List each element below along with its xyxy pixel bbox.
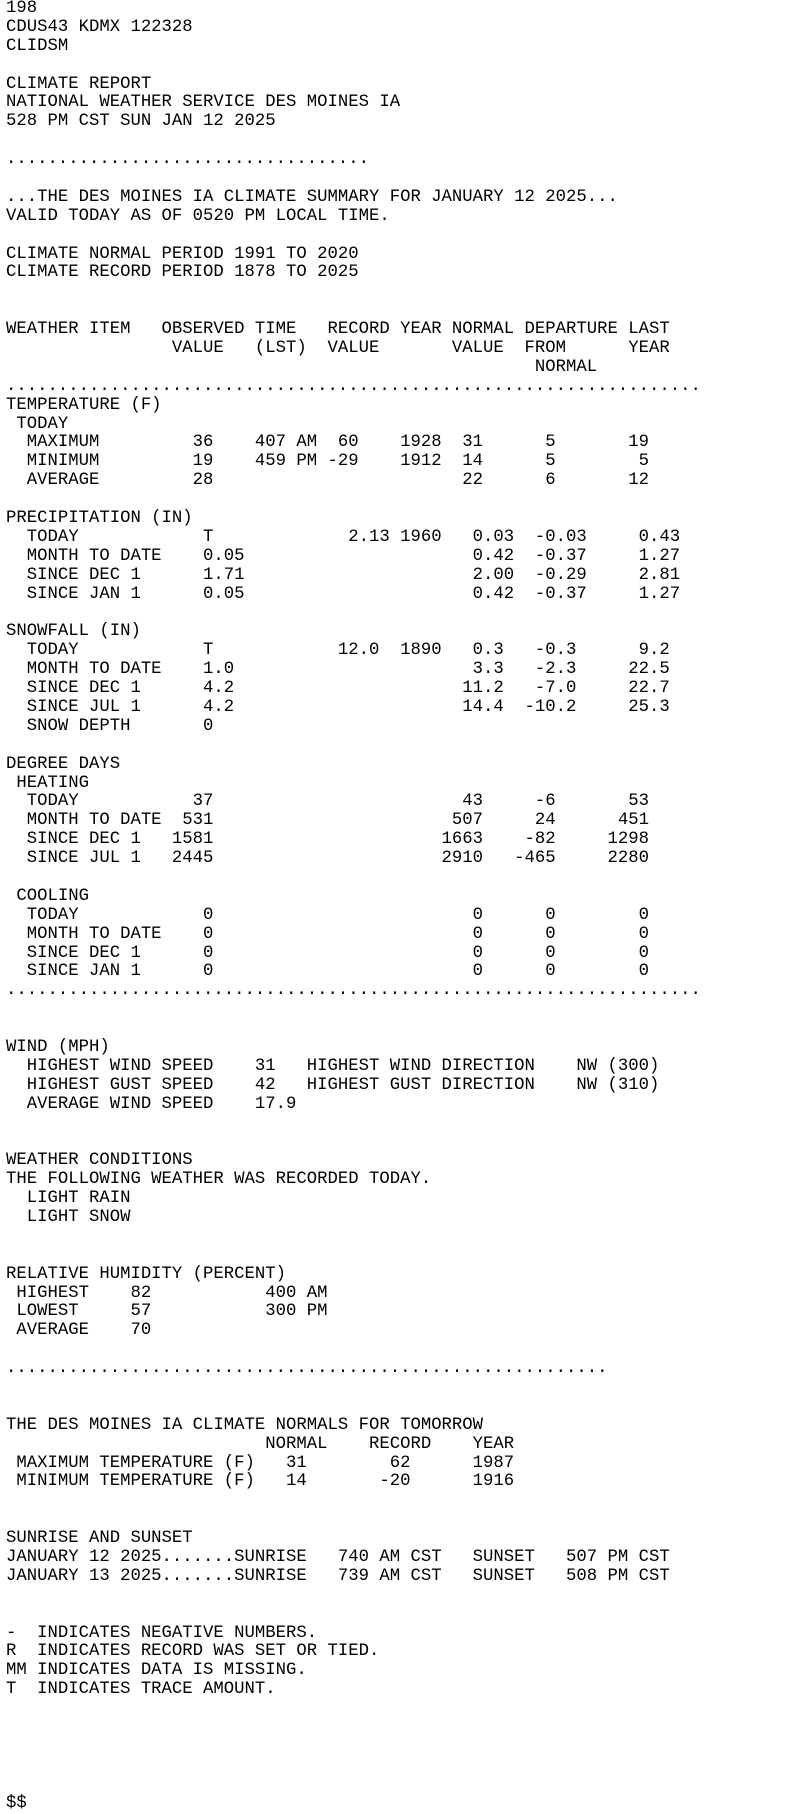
report-line xyxy=(6,1492,810,1511)
report-line: TODAY 0 0 0 0 xyxy=(6,905,649,925)
report-line: .......................................................... xyxy=(6,1359,608,1379)
report-line: TODAY T 2.13 1960 0.03 -0.03 0.43 xyxy=(6,527,681,547)
report-line: MAXIMUM TEMPERATURE (F) 31 62 1987 xyxy=(6,1453,515,1473)
report-line: T INDICATES TRACE AMOUNT. xyxy=(6,1680,276,1700)
report-line: SINCE DEC 1 0 0 0 0 xyxy=(6,943,649,963)
report-line: AVERAGE 28 22 6 12 xyxy=(6,471,649,491)
report-line: JANUARY 12 2025.......SUNRISE 740 AM CST SUNSET 507 PM CST xyxy=(6,1548,670,1568)
report-line: CLIMATE NORMAL PERIOD 1991 TO 2020 xyxy=(6,244,359,264)
report-line: MINIMUM TEMPERATURE (F) 14 -20 1916 xyxy=(6,1472,515,1492)
report-line: THE FOLLOWING WEATHER WAS RECORDED TODAY. xyxy=(6,1170,432,1190)
report-line xyxy=(6,170,810,189)
report-line: JANUARY 13 2025.......SUNRISE 739 AM CST SUNSET 508 PM CST xyxy=(6,1566,670,1586)
report-line xyxy=(6,737,810,756)
report-line: SNOWFALL (IN) xyxy=(6,622,141,642)
report-line: DEGREE DAYS xyxy=(6,754,121,774)
report-line xyxy=(6,1776,810,1795)
report-line xyxy=(6,57,810,76)
report-line xyxy=(6,302,810,321)
report-line: WEATHER CONDITIONS xyxy=(6,1151,193,1171)
report-line: RELATIVE HUMIDITY (PERCENT) xyxy=(6,1264,287,1284)
report-line xyxy=(6,1719,810,1738)
report-line: SINCE JUL 1 4.2 14.4 -10.2 25.3 xyxy=(6,697,670,717)
report-line: MONTH TO DATE 0 0 0 0 xyxy=(6,924,649,944)
report-line xyxy=(6,1341,810,1360)
report-line: VALUE (LST) VALUE VALUE FROM YEAR xyxy=(6,339,670,359)
report-line: VALID TODAY AS OF 0520 PM LOCAL TIME. xyxy=(6,206,390,226)
report-line: TODAY 37 43 -6 53 xyxy=(6,792,649,812)
report-line xyxy=(6,1379,810,1398)
report-line: SNOW DEPTH 0 xyxy=(6,716,214,736)
report-line: $$ xyxy=(6,1793,27,1813)
report-line xyxy=(6,1757,810,1776)
report-line: HIGHEST 82 400 AM xyxy=(6,1283,328,1303)
report-line: - INDICATES NEGATIVE NUMBERS. xyxy=(6,1623,318,1643)
report-line: CLIMATE REPORT xyxy=(6,74,152,94)
report-line xyxy=(6,1228,810,1247)
report-line xyxy=(6,605,810,624)
report-line: 198 xyxy=(6,0,38,18)
report-line: 528 PM CST SUN JAN 12 2025 xyxy=(6,112,276,132)
report-line xyxy=(6,1700,810,1719)
report-line xyxy=(6,227,810,246)
report-line: TEMPERATURE (F) xyxy=(6,395,162,415)
report-line: SINCE DEC 1 1.71 2.00 -0.29 2.81 xyxy=(6,565,681,585)
report-line xyxy=(6,1020,810,1039)
report-line: WIND (MPH) xyxy=(6,1037,110,1057)
report-line: MONTH TO DATE 531 507 24 451 xyxy=(6,811,649,831)
report-line: NORMAL xyxy=(6,357,598,377)
report-line: SINCE JAN 1 0.05 0.42 -0.37 1.27 xyxy=(6,584,681,604)
report-line: ................................................................... xyxy=(6,376,701,396)
report-line: ................................................................... xyxy=(6,981,701,1001)
report-line: LOWEST 57 300 PM xyxy=(6,1302,328,1322)
report-line: MAXIMUM 36 407 AM 60 1928 31 5 19 xyxy=(6,433,649,453)
report-line: AVERAGE WIND SPEED 17.9 xyxy=(6,1094,297,1114)
report-line: HIGHEST GUST SPEED 42 HIGHEST GUST DIRECTION NW (310) xyxy=(6,1075,660,1095)
report-line: LIGHT RAIN xyxy=(6,1189,131,1209)
report-line: MONTH TO DATE 0.05 0.42 -0.37 1.27 xyxy=(6,546,681,566)
report-line: SINCE JAN 1 0 0 0 0 xyxy=(6,962,649,982)
report-line xyxy=(6,1398,810,1417)
report-line: MM INDICATES DATA IS MISSING. xyxy=(6,1661,307,1681)
report-line: PRECIPITATION (IN) xyxy=(6,509,193,529)
report-line: WEATHER ITEM OBSERVED TIME RECORD YEAR NORMAL DEPARTURE LAST xyxy=(6,320,670,340)
report-line: SINCE DEC 1 1581 1663 -82 1298 xyxy=(6,830,649,850)
report-line: MONTH TO DATE 1.0 3.3 -2.3 22.5 xyxy=(6,660,670,680)
report-line: MINIMUM 19 459 PM -29 1912 14 5 5 xyxy=(6,452,649,472)
report-line: HIGHEST WIND SPEED 31 HIGHEST WIND DIRECTION NW (300) xyxy=(6,1056,660,1076)
report-line xyxy=(6,1587,810,1606)
report-line xyxy=(6,1738,810,1757)
report-line xyxy=(6,1133,810,1152)
report-line: SUNRISE AND SUNSET xyxy=(6,1529,193,1549)
report-line: NATIONAL WEATHER SERVICE DES MOINES IA xyxy=(6,93,401,113)
report-line: R INDICATES RECORD WAS SET OR TIED. xyxy=(6,1642,380,1662)
report-line: THE DES MOINES IA CLIMATE NORMALS FOR TOMORROW xyxy=(6,1415,484,1435)
report-line xyxy=(6,1511,810,1530)
report-line: AVERAGE 70 xyxy=(6,1321,152,1341)
report-line xyxy=(6,1247,810,1266)
report-line xyxy=(6,1115,810,1134)
report-line: CLIDSM xyxy=(6,36,69,56)
report-line: HEATING xyxy=(6,773,89,793)
report-line: SINCE JUL 1 2445 2910 -465 2280 xyxy=(6,849,649,869)
report-line xyxy=(6,283,810,302)
report-line: COOLING xyxy=(6,886,89,906)
report-line: SINCE DEC 1 4.2 11.2 -7.0 22.7 xyxy=(6,679,670,699)
report-line: ................................... xyxy=(6,150,369,170)
report-line: NORMAL RECORD YEAR xyxy=(6,1434,515,1454)
report-line: TODAY T 12.0 1890 0.3 -0.3 9.2 xyxy=(6,641,670,661)
report-line: LIGHT SNOW xyxy=(6,1208,131,1227)
report-line xyxy=(6,132,810,151)
report-line xyxy=(6,491,810,510)
report-line xyxy=(6,1001,810,1020)
report-line: CDUS43 KDMX 122328 xyxy=(6,17,193,37)
report-line: CLIMATE RECORD PERIOD 1878 TO 2025 xyxy=(6,263,359,283)
report-line: ...THE DES MOINES IA CLIMATE SUMMARY FOR JANUARY 12 2025... xyxy=(6,187,618,207)
report-line: TODAY xyxy=(6,414,69,434)
report-line xyxy=(6,869,810,888)
report-line xyxy=(6,1606,810,1625)
